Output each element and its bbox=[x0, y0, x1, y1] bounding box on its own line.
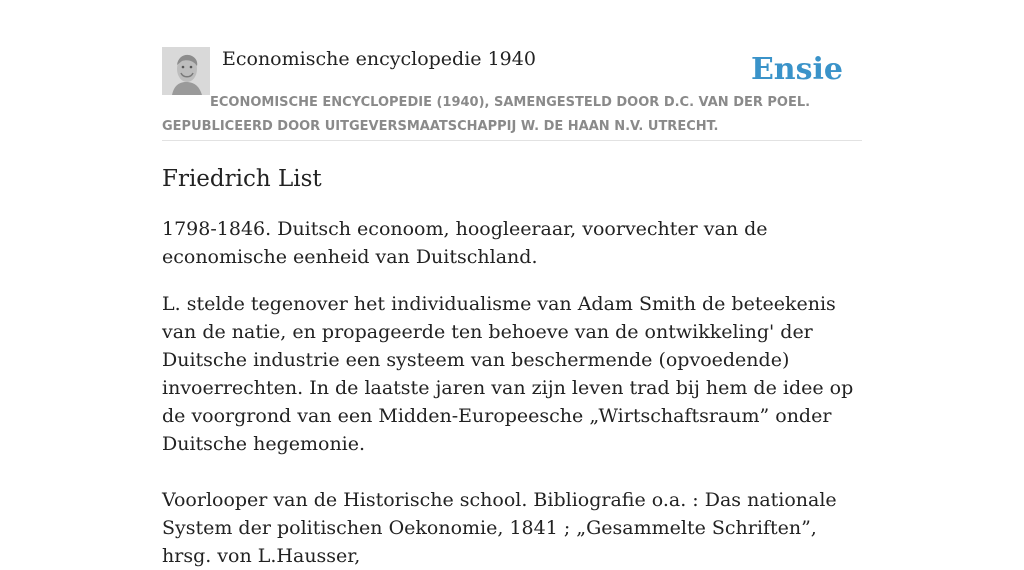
source-header bbox=[162, 46, 862, 141]
article-paragraph: L. stelde tegenover het individualisme van Adam Smith de beteekenis van de natie, en propageerde ten behoeve van de ontwikkeling' der Duitsche industrie een systeem van beschermende (opvoedende) invoerrechten. In de laatste jaren van zijn leven trad bij hem de idee op de voorgrond van een Midden-Europeesche „Wirtschaftsraum” onder Duitsche hegemonie. bbox=[162, 293, 854, 455]
source-description bbox=[162, 91, 862, 139]
article-paragraph: 1798-1846. Duitsch econoom, hoogleeraar, voorvechter van de economische eenheid van Duitschland. bbox=[162, 218, 768, 268]
article bbox=[162, 162, 862, 570]
source-description-line-1: ECONOMISCHE ENCYCLOPEDIE (1940), SAMENGESTELD DOOR D.C. VAN DER POEL. bbox=[210, 95, 811, 110]
source-title[interactable]: Economische encyclopedie 1940 bbox=[222, 48, 536, 70]
article-title: Friedrich List bbox=[162, 166, 322, 192]
source-description-line-2: GEPUBLICEERD DOOR UITGEVERSMAATSCHAPPIJ W. DE HAAN N.V. UTRECHT. bbox=[162, 119, 719, 134]
portrait-avatar-icon[interactable] bbox=[162, 47, 210, 95]
article-paragraph: Voorlooper van de Historische school. Bibliografie o.a. : Das nationale System der politischen Oekonomie, 1841 ; „Gesammelte Schriften”, hrsg. von L.Hausser, bbox=[162, 489, 837, 567]
ensie-logo[interactable]: Ensie bbox=[750, 52, 843, 87]
